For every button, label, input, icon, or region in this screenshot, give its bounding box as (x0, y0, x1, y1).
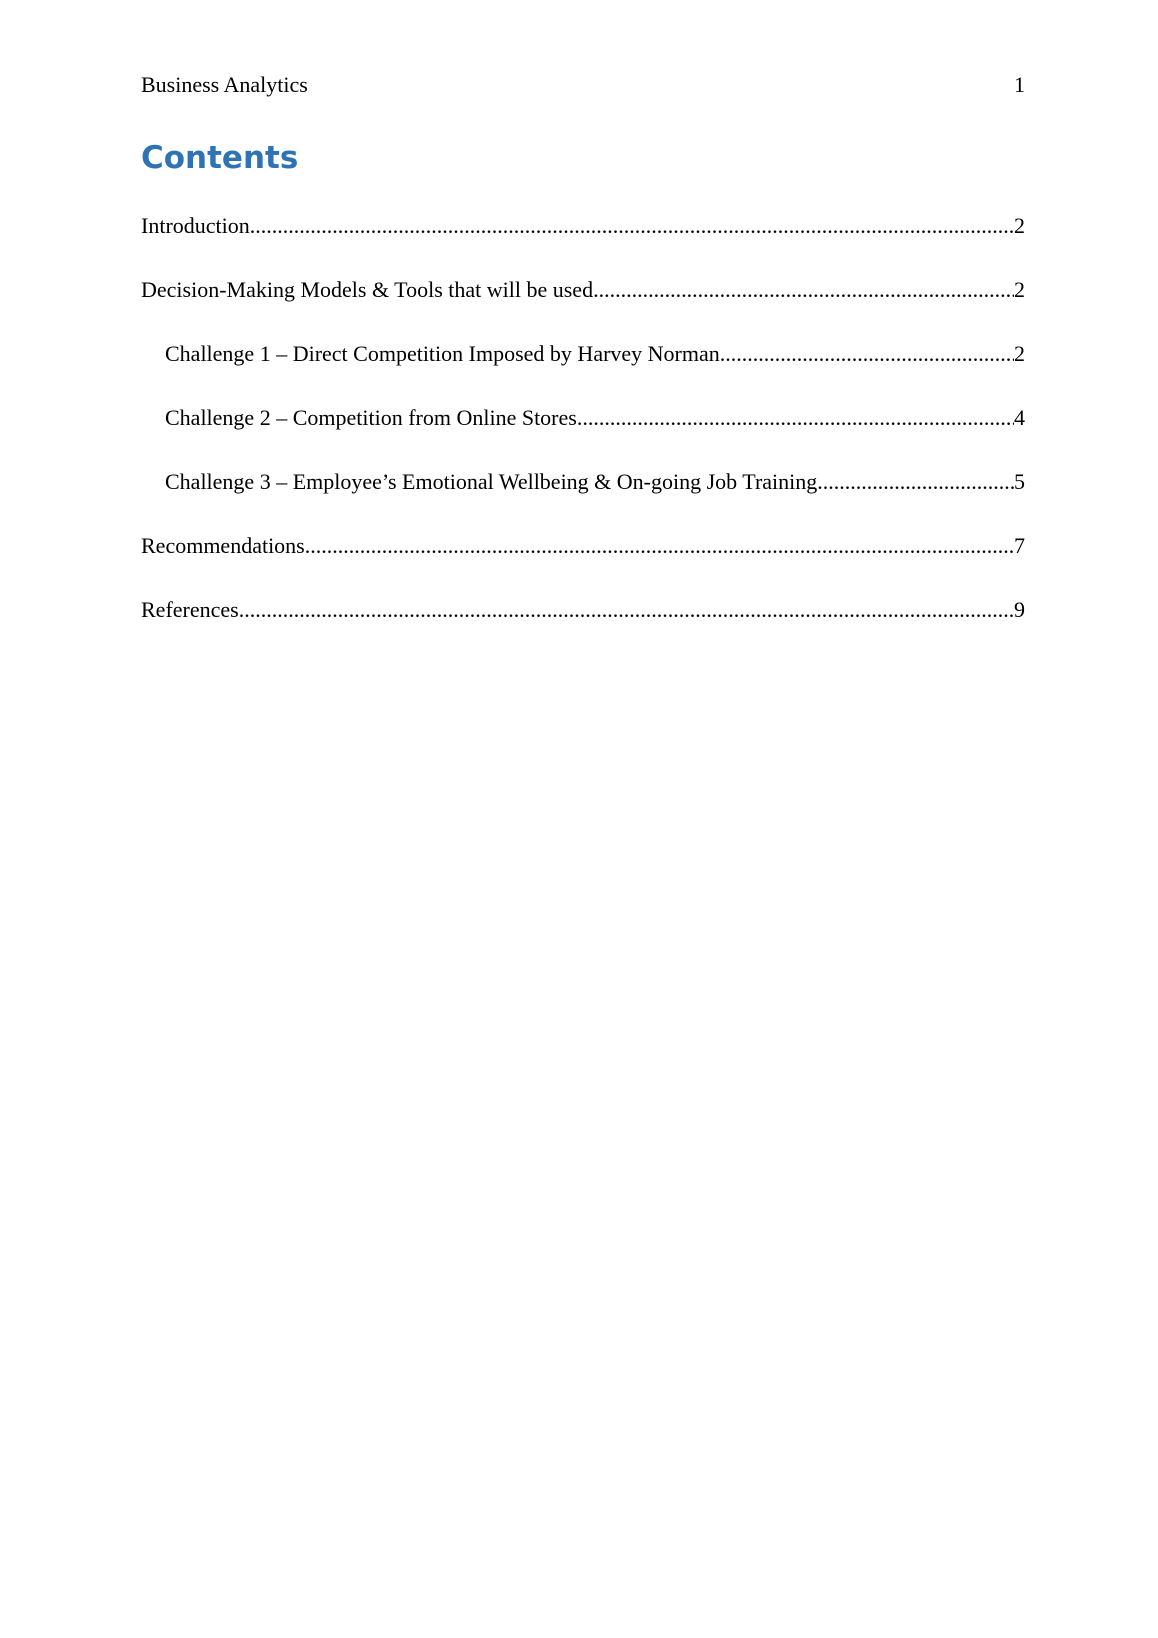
toc-entry-page: 5 (1014, 469, 1025, 494)
running-title: Business Analytics (141, 72, 308, 97)
toc-entry-text: Decision-Making Models & Tools that will be used (141, 277, 594, 302)
toc-heading: Contents (141, 140, 299, 176)
table-of-contents (141, 210, 1025, 658)
toc-entry-challenge-2[interactable] (141, 402, 1025, 466)
toc-entry-text: Challenge 3 – Employee’s Emotional Wellbeing & On-going Job Training (165, 469, 818, 494)
toc-entry-challenge-1[interactable] (141, 338, 1025, 402)
toc-entry-text: Introduction (141, 213, 250, 238)
toc-entry-challenge-3[interactable] (141, 466, 1025, 530)
toc-entry-references[interactable] (141, 594, 1025, 658)
toc-entry-text: Recommendations (141, 533, 305, 558)
toc-entry-text: Challenge 2 – Competition from Online Stores (165, 405, 577, 430)
toc-entry-introduction[interactable] (141, 210, 1025, 274)
page-header (141, 70, 1025, 100)
toc-entry-text: References (141, 597, 239, 622)
toc-entry-recommendations[interactable] (141, 530, 1025, 594)
toc-entry-page: 2 (1014, 341, 1025, 366)
toc-entry-page: 4 (1014, 405, 1025, 430)
toc-dot-leader (720, 338, 1014, 370)
toc-dot-leader (593, 274, 1014, 306)
toc-dot-leader (250, 210, 1014, 242)
toc-entry-page: 2 (1014, 213, 1025, 238)
toc-entry-text: Challenge 1 – Direct Competition Imposed by Harvey Norman (165, 341, 720, 366)
toc-entry-page: 7 (1014, 533, 1025, 558)
toc-dot-leader (305, 530, 1014, 562)
toc-entry-page: 2 (1014, 277, 1025, 302)
page-number: 1 (1014, 72, 1025, 97)
toc-entry-decision-making-models[interactable] (141, 274, 1025, 338)
toc-dot-leader (577, 402, 1014, 434)
toc-dot-leader (239, 594, 1014, 626)
toc-entry-page: 9 (1014, 597, 1025, 622)
toc-dot-leader (817, 466, 1014, 498)
